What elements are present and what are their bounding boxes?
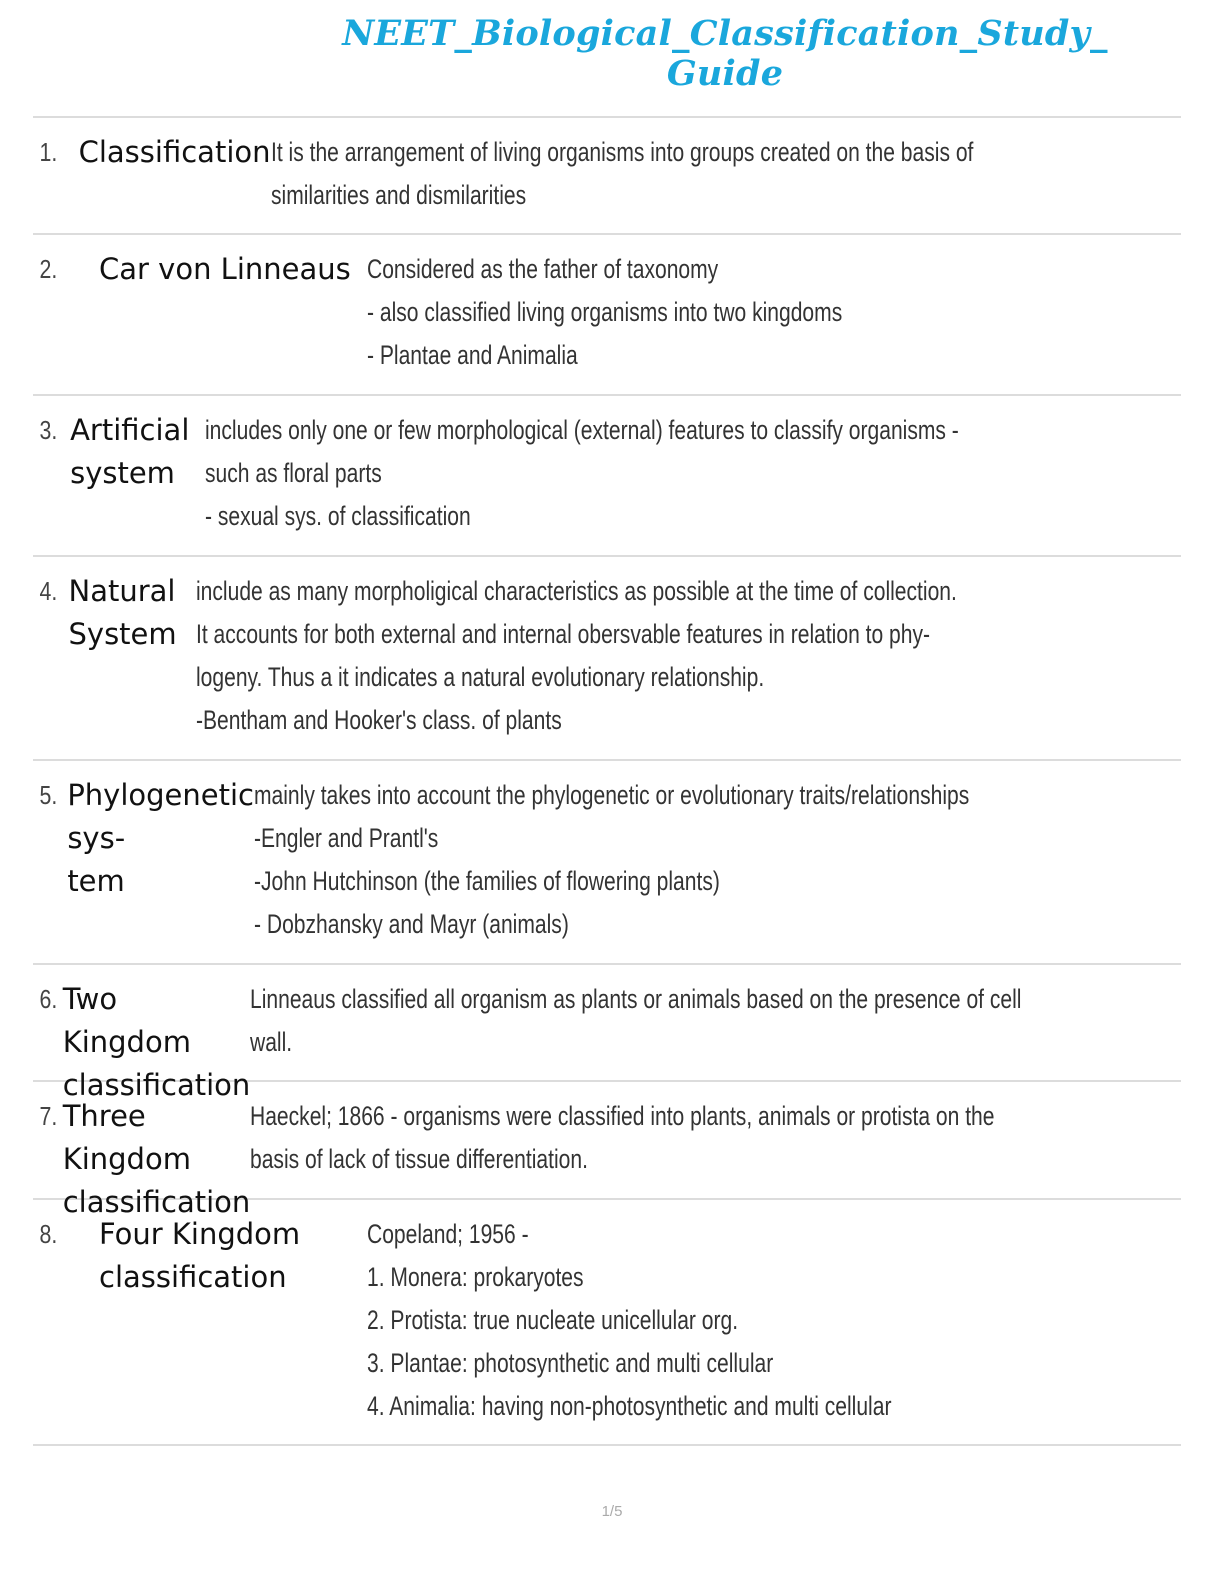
- row-definition: [367, 248, 1181, 377]
- row-term: [67, 774, 254, 903]
- term-line: Four Kingdom: [99, 1217, 301, 1251]
- row-number: 5.: [39, 780, 58, 810]
- definition-line: -Bentham and Hooker's class. of plants: [195, 705, 562, 735]
- definition-line: 1. Monera: prokaryotes: [367, 1262, 584, 1292]
- definition-line: include as many morpholigical characteristics as possible at the time of collection.: [195, 576, 957, 606]
- definition-line: It is the arrangement of living organisms into groups created on the basis of: [270, 137, 973, 167]
- row-definition: [367, 1213, 1181, 1428]
- term-line: classification: [62, 1185, 251, 1219]
- table-row: [33, 394, 1181, 555]
- row-term: Artificial system: [70, 413, 190, 490]
- row-definition: [254, 774, 1181, 946]
- page-indicator: 1/5: [601, 1503, 623, 1520]
- row-number: 2.: [39, 254, 58, 284]
- row-definition: [205, 409, 1181, 538]
- row-term: [99, 1213, 367, 1299]
- table-row: [33, 555, 1181, 759]
- row-number: 7.: [39, 1101, 58, 1131]
- table-row: [33, 1080, 1181, 1219]
- row-number: 4.: [39, 576, 58, 606]
- definition-line: similarities and dismilarities: [270, 180, 526, 210]
- document-title: [330, 14, 1120, 94]
- row-term: Classification: [78, 135, 271, 169]
- row-definition: [271, 131, 1182, 217]
- row-term: [63, 978, 251, 1107]
- row-term: [63, 1095, 251, 1224]
- term-line: tem: [67, 864, 125, 898]
- term-line: Three Kingdom: [62, 1099, 191, 1176]
- row-term: Car von Linneaus: [99, 252, 351, 286]
- definition-line: Considered as the father of taxonomy: [367, 254, 719, 284]
- definition-line: wall.: [250, 1027, 293, 1057]
- table-row: [33, 1198, 1181, 1446]
- row-definition: [250, 1095, 1214, 1181]
- definition-line: - Dobzhansky and Mayr (animals): [254, 909, 569, 939]
- row-number: 3.: [39, 415, 58, 445]
- row-definition: [250, 978, 1224, 1064]
- definition-line: mainly takes into account the phylogenetic or evolutionary traits/relationships: [254, 780, 970, 810]
- table-row: [33, 233, 1181, 394]
- definition-line: - Plantae and Animalia: [367, 340, 578, 370]
- definition-line: Linneaus classified all organism as plants or animals based on the presence of cell: [250, 984, 1022, 1014]
- flashcard-table: [33, 116, 1181, 1446]
- definition-line: It accounts for both external and internal obersvable features in relation to phy-: [195, 619, 930, 649]
- term-line: classification: [99, 1260, 287, 1294]
- title-line-2: Guide: [666, 53, 784, 94]
- definition-line: includes only one or few morphological (external) features to classify organisms -: [204, 415, 959, 445]
- row-number: 8.: [39, 1219, 58, 1249]
- definition-line: such as floral parts: [204, 458, 382, 488]
- definition-line: -Engler and Prantl's: [254, 823, 439, 853]
- definition-line: Copeland; 1956 -: [367, 1219, 529, 1249]
- row-term: Natural System: [68, 574, 177, 651]
- table-row: [33, 759, 1181, 963]
- row-number: 6.: [39, 984, 58, 1014]
- term-line: Two Kingdom: [62, 982, 191, 1059]
- term-line: classification: [62, 1068, 251, 1102]
- definition-line: - sexual sys. of classification: [204, 501, 471, 531]
- definition-line: Haeckel; 1866 - organisms were classified into plants, animals or protista on the: [250, 1101, 995, 1131]
- definition-line: 3. Plantae: photosynthetic and multi cellular: [367, 1348, 774, 1378]
- row-number: 1.: [39, 137, 58, 167]
- table-row: [33, 116, 1181, 233]
- row-definition: [196, 570, 1181, 742]
- definition-line: -John Hutchinson (the families of flowering plants): [254, 866, 720, 896]
- definition-line: 4. Animalia: having non-photosynthetic and multi cellular: [367, 1391, 892, 1421]
- definition-line: 2. Protista: true nucleate unicellular org.: [367, 1305, 739, 1335]
- definition-line: - also classified living organisms into two kingdoms: [367, 297, 843, 327]
- definition-line: basis of lack of tissue differentiation.: [250, 1144, 589, 1174]
- term-line: Phylogenetic sys-: [67, 778, 254, 855]
- table-row: [33, 963, 1181, 1102]
- definition-line: logeny. Thus a it indicates a natural evolutionary relationship.: [195, 662, 764, 692]
- title-line-1: NEET_Biological_Classification_Study_: [342, 13, 1108, 54]
